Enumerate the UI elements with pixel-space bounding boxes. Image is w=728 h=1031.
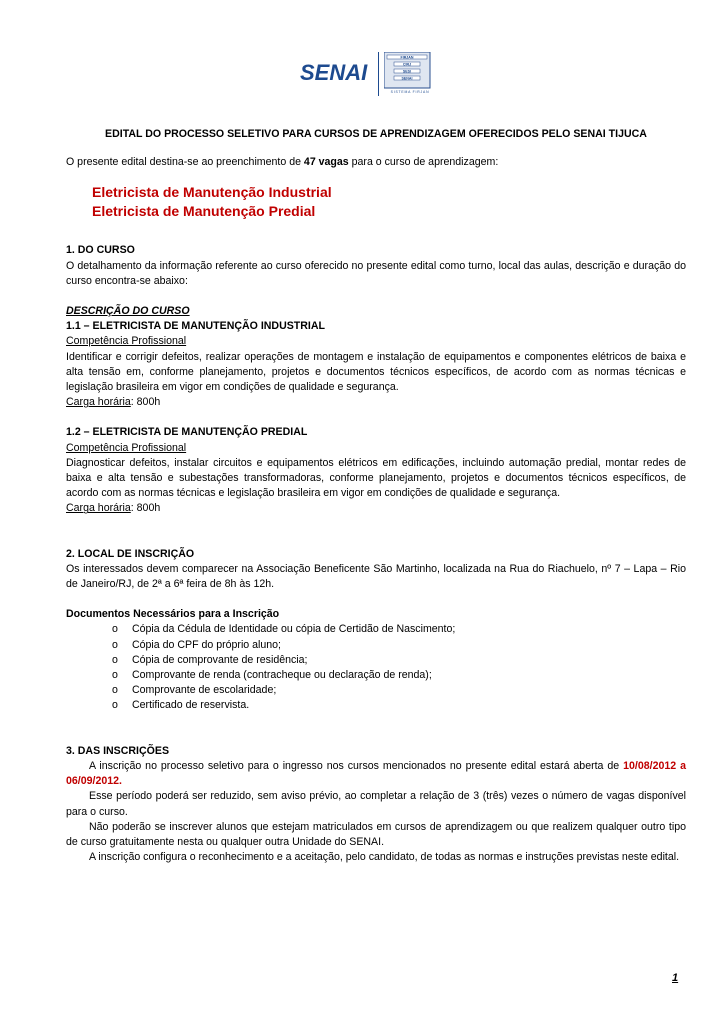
course-item: Eletricista de Manutenção Predial: [92, 203, 316, 220]
course-2-title: 1.2 – ELETRICISTA DE MANUTENÇÃO PREDIAL: [66, 426, 308, 439]
section-3-paragraph-3: Não poderão se inscrever alunos que estejam matriculados em cursos de aprendizagem ou que realizem qualquer outro tipo de curso gratuitamente nesta ou qualquer outra Unidade do SENAI.: [66, 820, 686, 848]
section-3-paragraph-1: [66, 759, 686, 789]
course-1-load: [66, 395, 686, 410]
section-3-p1-text: A inscrição no processo seletivo para o ingresso nos cursos mencionados no presente edital estará aberta de: [89, 759, 624, 772]
course-1-load-value: : 800h: [130, 396, 161, 409]
logo-text: SENAI: [300, 60, 368, 85]
page-number: 1: [672, 972, 679, 984]
course-1-description: Identificar e corrigir defeitos, realizar operações de montagem e instalação de equipamentos e componentes elétricos de baixa e alta tensão em, conforme planejamento, projetos e documentos técnicos específicos, de acordo com as normas técnicas e legislação brasileira em vigor em condições de qualidade e segurança.: [66, 350, 686, 394]
logo-divider: [378, 52, 379, 96]
document-body: [66, 127, 686, 865]
registration-dates: 10/08/2012 a 06/09/2012.: [66, 759, 687, 788]
list-item: o Cópia da Cédula de Identidade ou cópia de Certidão de Nascimento;: [112, 622, 686, 637]
course-description-heading: DESCRIÇÃO DO CURSO: [66, 305, 190, 318]
section-1-heading: 1. DO CURSO: [66, 244, 135, 257]
badge-line-2: CIRJ: [402, 62, 412, 67]
list-item: o Cópia de comprovante de residência;: [112, 653, 686, 668]
section-3-paragraph-4: A inscrição configura o reconhecimento e a aceitação, pelo candidato, de todas as normas e instruções previstas neste edital.: [89, 851, 680, 864]
course-2-load-label: Carga horária: [66, 502, 131, 515]
list-item: o Comprovante de renda (contracheque ou declaração de renda);: [112, 668, 686, 683]
course-2-competence-label: Competência Profissional: [66, 441, 187, 454]
course-2-load: [66, 501, 686, 516]
document-title: EDITAL DO PROCESSO SELETIVO PARA CURSOS DE APRENDIZAGEM OFERECIDOS PELO SENAI TIJUCA: [105, 128, 647, 140]
section-2-text: Os interessados devem comparecer na Associação Beneficente São Martinho, localizada na Rua do Riachuelo, nº 7 – Lapa – Rio de Janeiro/RJ, de 2ª a 6ª feira de 8h às 12h.: [66, 562, 686, 591]
section-1: [66, 243, 686, 516]
intro-text-start: O presente edital destina-se ao preenchimento de: [66, 156, 304, 169]
badge-line-3: SESI: [402, 69, 412, 74]
course-1-competence-label: Competência Profissional: [66, 335, 187, 348]
section-2: [66, 547, 686, 714]
badge-line-5: SISTEMA FIRJAN: [390, 90, 430, 94]
course-1-load-label: Carga horária: [66, 396, 131, 409]
badge-line-1: FIRJAN: [400, 55, 414, 60]
intro-paragraph: [66, 155, 686, 170]
section-1-text: O detalhamento da informação referente ao curso oferecido no presente edital como turno, local das aulas, descrição e duração do curso encontra-se abaixo:: [66, 259, 686, 287]
course-item: Eletricista de Manutenção Industrial: [92, 184, 332, 201]
intro-text-end: para o curso de aprendizagem:: [348, 156, 499, 169]
section-2-heading: 2. LOCAL DE INSCRIÇÃO: [66, 547, 195, 560]
senai-logo: [300, 50, 440, 100]
list-item: o Cópia do CPF do próprio aluno;: [112, 638, 686, 653]
course-1-title: 1.1 – ELETRICISTA DE MANUTENÇÃO INDUSTRIAL: [66, 320, 325, 333]
list-item: o Comprovante de escolaridade;: [112, 683, 686, 698]
course-2-load-value: : 800h: [130, 502, 161, 515]
section-3-paragraph-2: Esse período poderá ser reduzido, sem aviso prévio, ao completar a relação de 3 (três) vezes o número de vagas disponível para o curso.: [66, 790, 686, 818]
section-3: [66, 744, 686, 866]
section-3-heading: 3. DAS INSCRIÇÕES: [66, 744, 170, 757]
documents-list: [66, 622, 686, 713]
firjan-badge-icon: [384, 52, 436, 94]
course-2-description: Diagnosticar defeitos, instalar circuitos e equipamentos elétricos em edificações, incluindo automação predial, montar redes de baixa e alta tensão e subestações transformadoras, conforme planejamento, projetos e documentos técnicos específicos, de acordo com as normas técnicas e legislação brasileira em vigor em condições de qualidade e segurança.: [66, 456, 686, 500]
list-item: o Certificado de reservista.: [112, 698, 686, 713]
vacancy-count: 47 vagas: [303, 156, 349, 169]
course-list: [92, 183, 686, 221]
badge-line-4: SENAI: [401, 76, 413, 81]
documents-heading: Documentos Necessários para a Inscrição: [66, 608, 280, 621]
